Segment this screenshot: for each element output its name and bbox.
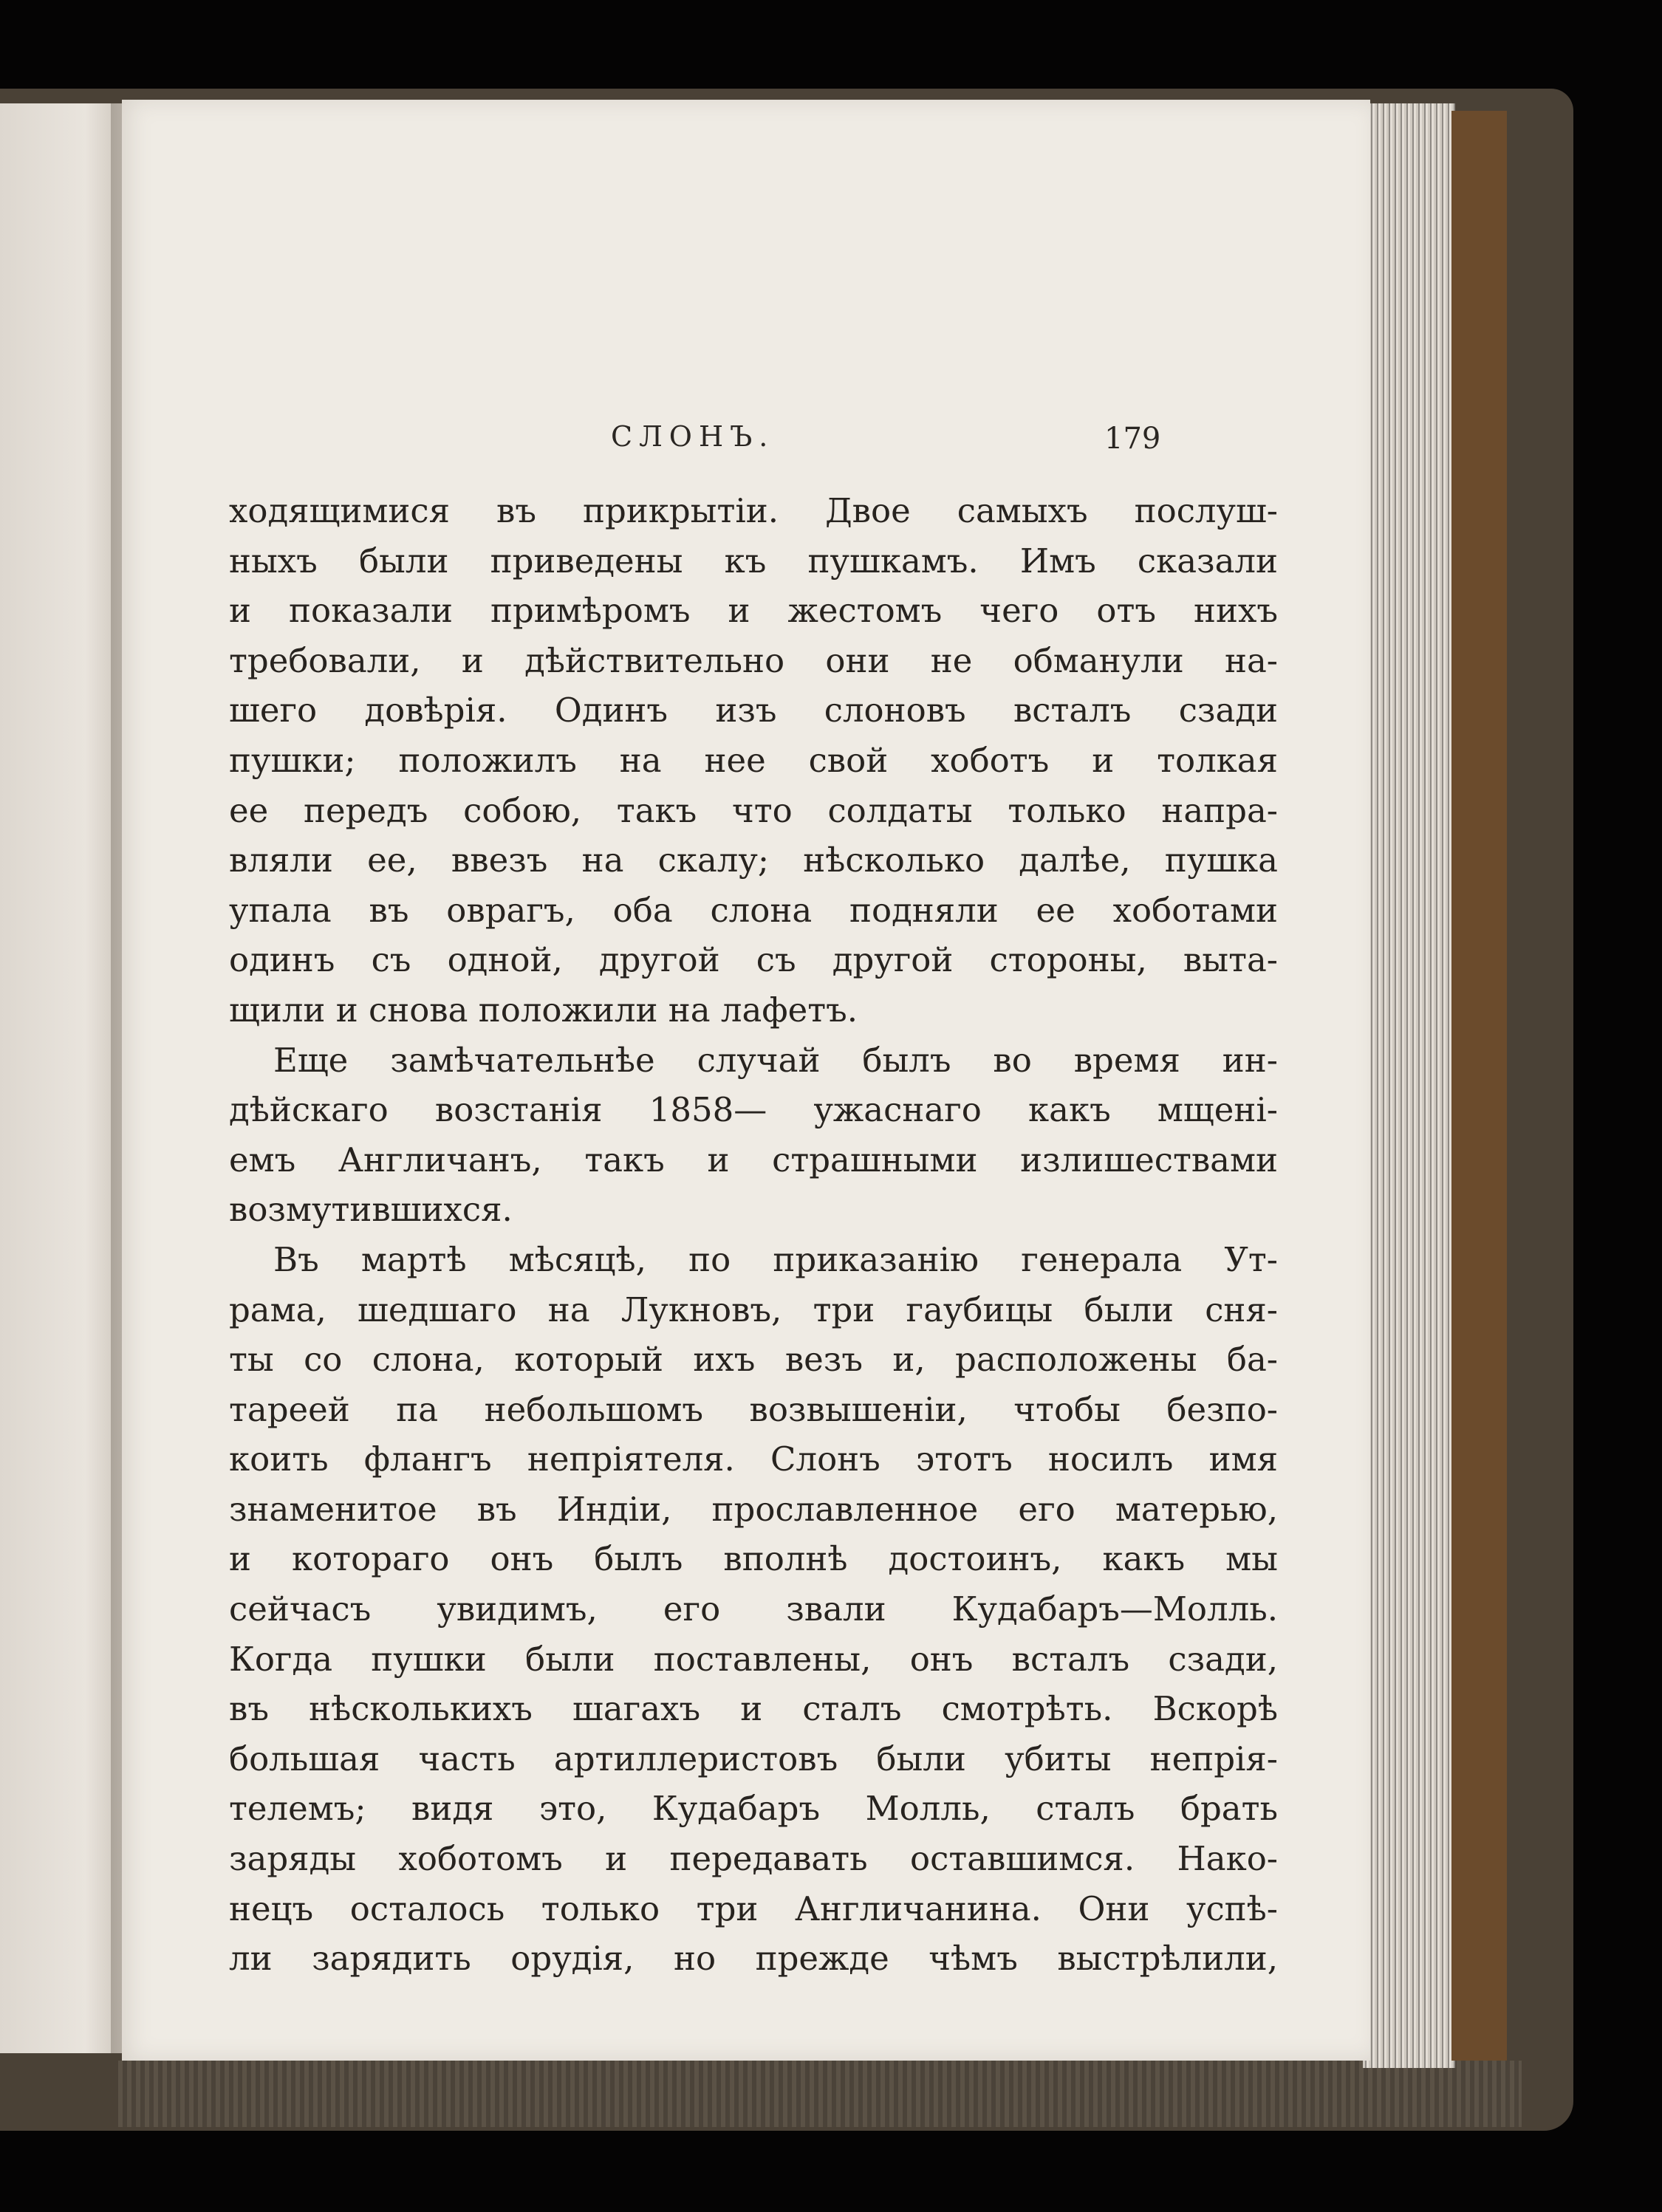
text-line: и котораго онъ былъ вполнѣ достоинъ, какъ мы (229, 1539, 1278, 1579)
text-line: вляли ее, ввезъ на скалу; нѣсколько далѣе, пушка (229, 840, 1278, 880)
text-line: щили и снова положили на лафетъ. (229, 990, 858, 1030)
text-line: емъ Англичанъ, такъ и страшными излишествами (229, 1140, 1278, 1179)
text-line: упала въ оврагъ, оба слона подняли ее хоботами (229, 890, 1278, 930)
text-line: ходящимися въ прикрытіи. Двое самыхъ послуш- (229, 491, 1278, 530)
text-line: возмутившихся. (229, 1190, 513, 1230)
text-line: сейчасъ увидимъ, его звали Кудабаръ—Молль. (229, 1589, 1278, 1629)
text-line: Еще замѣчательнѣе случай былъ во время ин- (273, 1040, 1278, 1080)
page-number: 179 (1104, 422, 1161, 456)
text-line: ныхъ были приведены къ пушкамъ. Имъ сказали (229, 541, 1278, 581)
text-line: ли зарядить орудія, но прежде чѣмъ выстрѣлили, (229, 1939, 1278, 1979)
text-line: и показали примѣромъ и жестомъ чего отъ нихъ (229, 591, 1278, 631)
text-line: пушки; положилъ на нее свой хоботъ и толкая (229, 740, 1278, 780)
text-line: ее передъ собою, такъ что солдаты только напра- (229, 790, 1278, 830)
text-line: большая часть артиллеристовъ были убиты непрія- (229, 1739, 1278, 1778)
text-line: дѣйскаго возстанія 1858— ужаснаго какъ мщені- (229, 1090, 1278, 1130)
text-line: ты со слона, который ихъ везъ и, расположены ба- (229, 1340, 1278, 1380)
cover-board-edge (1451, 111, 1507, 2061)
text-line: одинъ съ одной, другой съ другой стороны, выта- (229, 940, 1278, 980)
text-line: въ нѣсколькихъ шагахъ и сталъ смотрѣть. Вскорѣ (229, 1689, 1278, 1729)
page-block-edges (1363, 103, 1455, 2068)
text-line: знаменитое въ Индіи, прославленное его матерью, (229, 1489, 1278, 1529)
text-line: тареей па небольшомъ возвышеніи, чтобы безпо- (229, 1389, 1278, 1429)
cover-cloth-edge (118, 2061, 1522, 2127)
text-line: Когда пушки были поставлены, онъ всталъ сзади, (229, 1639, 1278, 1679)
text-line: шего довѣрія. Одинъ изъ слоновъ всталъ сзади (229, 691, 1278, 730)
text-line: рама, шедшаго на Лукновъ, три гаубицы были сня- (229, 1290, 1278, 1329)
text-line: нецъ осталось только три Англичанина. Они успѣ- (229, 1889, 1278, 1928)
running-head (122, 420, 1370, 465)
left-page (0, 103, 122, 2053)
text-line: телемъ; видя это, Кудабаръ Молль, сталъ брать (229, 1789, 1278, 1829)
body-text (229, 486, 1278, 1984)
text-line: Въ мартѣ мѣсяцѣ, по приказанію генерала Ут- (273, 1239, 1278, 1279)
right-page (122, 100, 1370, 2061)
text-line: заряды хоботомъ и передавать оставшимся. Нако- (229, 1839, 1278, 1879)
text-line: коить флангъ непріятеля. Слонъ этотъ носилъ имя (229, 1439, 1278, 1479)
running-title: СЛОНЪ. (611, 420, 775, 453)
text-line: требовали, и дѣйствительно они не обманули на- (229, 640, 1278, 680)
